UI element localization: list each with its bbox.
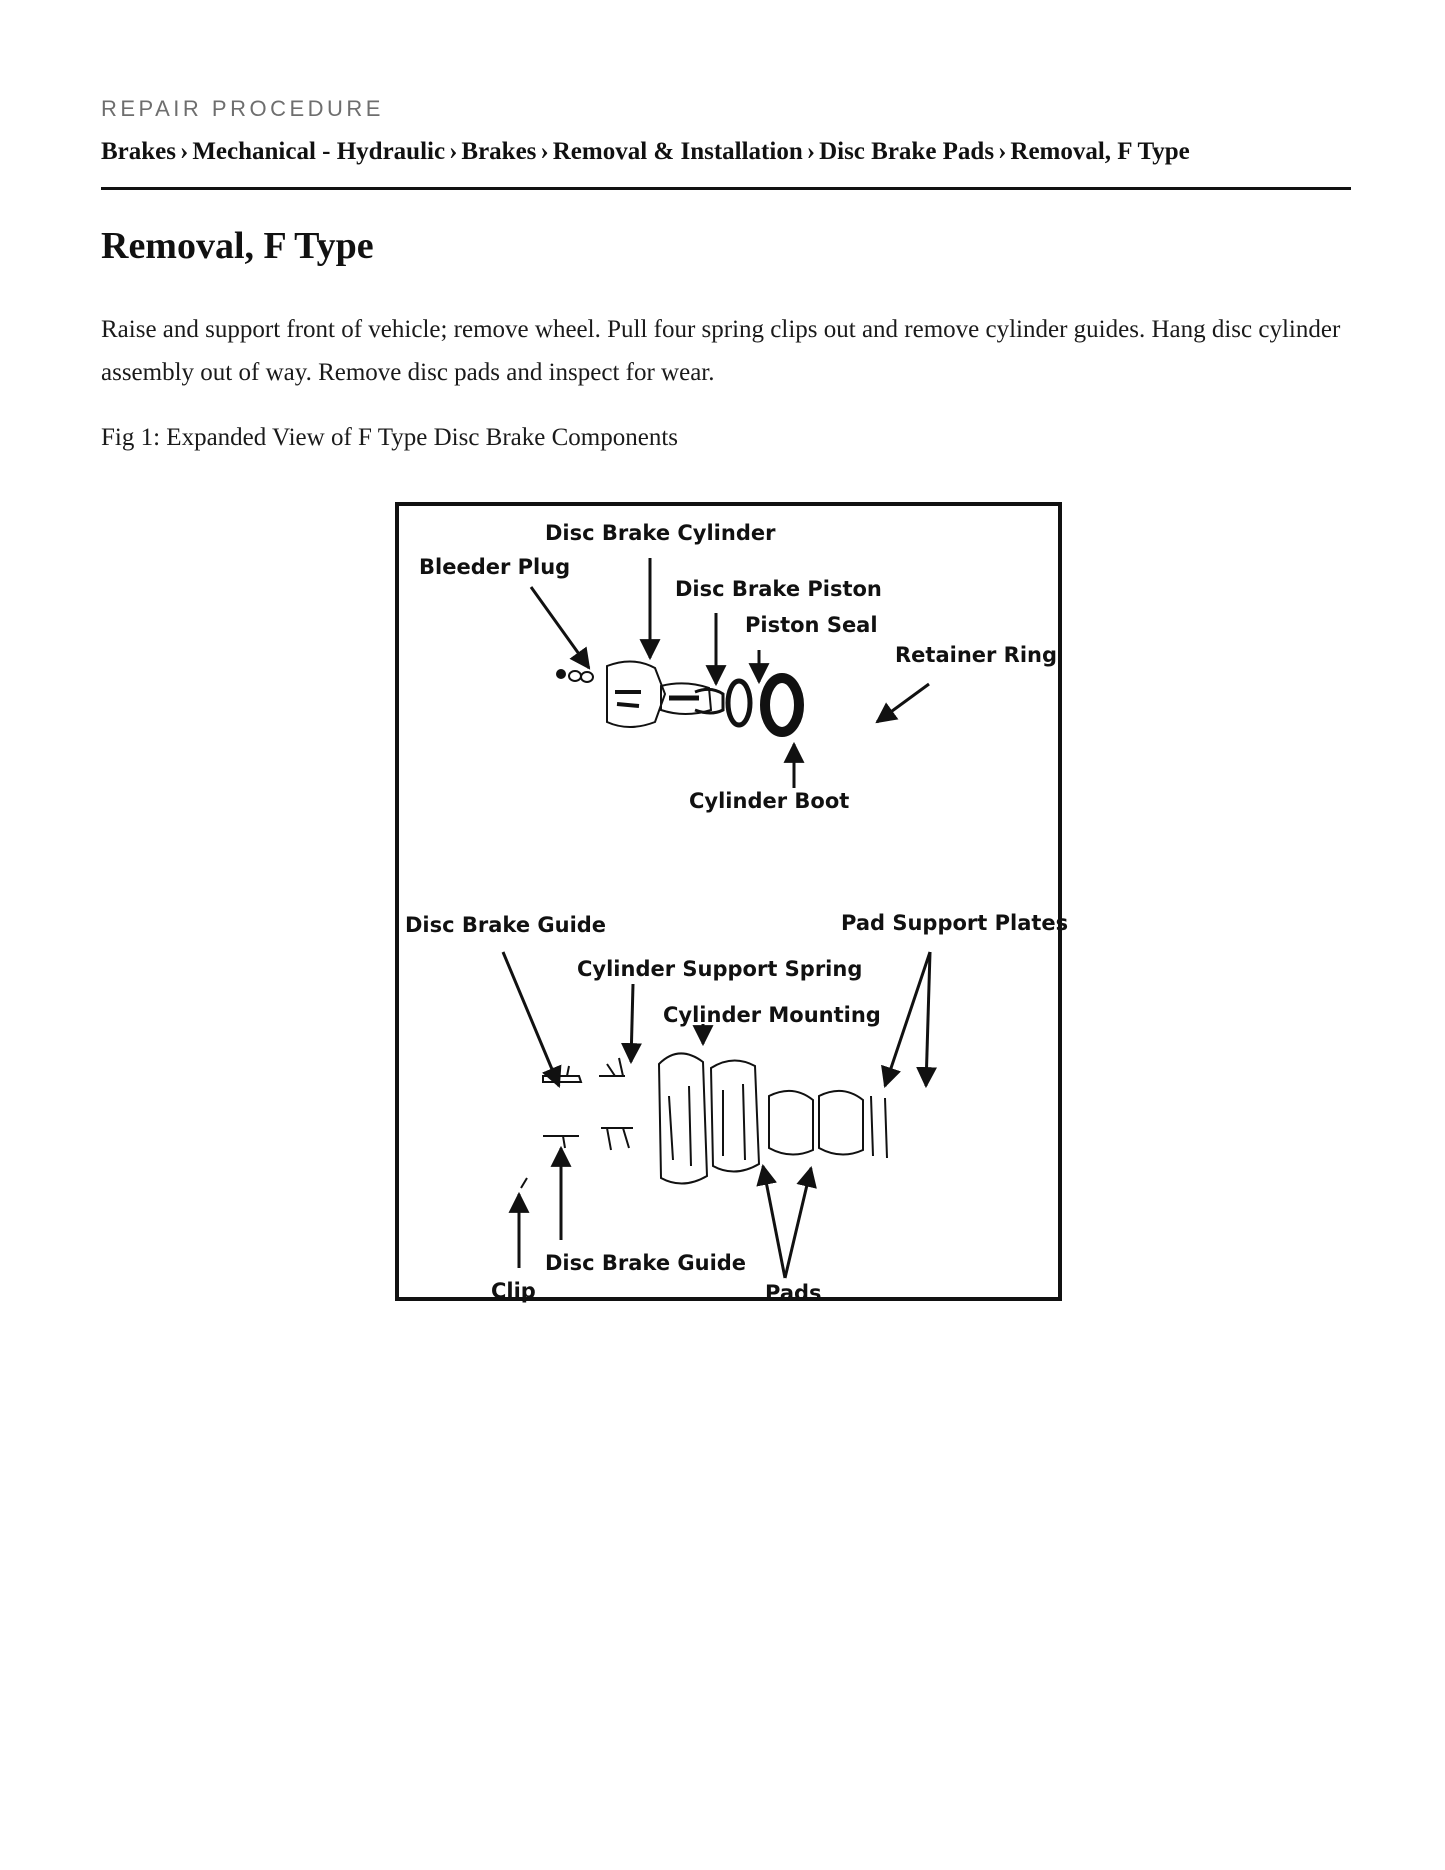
page-title: Removal, F Type	[101, 225, 374, 267]
label-disc-brake-guide-bottom: Disc Brake Guide	[545, 1251, 747, 1275]
breadcrumb-separator: ›	[449, 138, 458, 165]
label-retainer-ring: Retainer Ring	[895, 643, 1058, 667]
breadcrumb-item-current: Removal, F Type	[1010, 138, 1190, 165]
label-disc-brake-guide-top: Disc Brake Guide	[405, 913, 607, 937]
figure-caption: Fig 1: Expanded View of F Type Disc Brake Components	[101, 424, 679, 451]
figure-frame	[397, 504, 1060, 1299]
breadcrumb-separator: ›	[180, 138, 189, 165]
brake-diagram	[393, 496, 1068, 1306]
label-piston-seal: Piston Seal	[745, 613, 878, 637]
breadcrumb-item[interactable]: Brakes	[461, 138, 537, 165]
breadcrumb-separator: ›	[806, 138, 816, 165]
brake-diagram-figure	[393, 496, 1068, 1306]
procedure-text: Raise and support front of vehicle; remove wheel. Pull four spring clips out and remove cylinder guides. Hang disc cylinder assembly out of way. Remove disc pads and inspect for wear.	[101, 316, 1341, 386]
label-bleeder-plug: Bleeder Plug	[419, 555, 571, 579]
label-disc-brake-cylinder: Disc Brake Cylinder	[545, 521, 776, 545]
label-disc-brake-piston: Disc Brake Piston	[675, 577, 882, 601]
label-pads: Pads	[765, 1281, 822, 1305]
label-cylinder-support-spring: Cylinder Support Spring	[577, 957, 863, 981]
label-cylinder-boot: Cylinder Boot	[689, 789, 850, 813]
breadcrumb-item[interactable]: Disc Brake Pads	[819, 138, 995, 165]
breadcrumb	[101, 138, 1351, 166]
breadcrumb-separator: ›	[998, 138, 1007, 165]
header-divider	[101, 187, 1351, 190]
label-pad-support-plates: Pad Support Plates	[841, 911, 1068, 935]
breadcrumb-separator: ›	[540, 138, 549, 165]
breadcrumb-item[interactable]: Brakes	[101, 138, 176, 165]
section-eyebrow: REPAIR PROCEDURE	[101, 96, 384, 121]
breadcrumb-item[interactable]: Mechanical - Hydraulic	[192, 138, 446, 165]
label-clip: Clip	[491, 1279, 536, 1303]
breadcrumb-item[interactable]: Removal & Installation	[552, 138, 803, 165]
label-cylinder-mounting: Cylinder Mounting	[663, 1003, 881, 1027]
